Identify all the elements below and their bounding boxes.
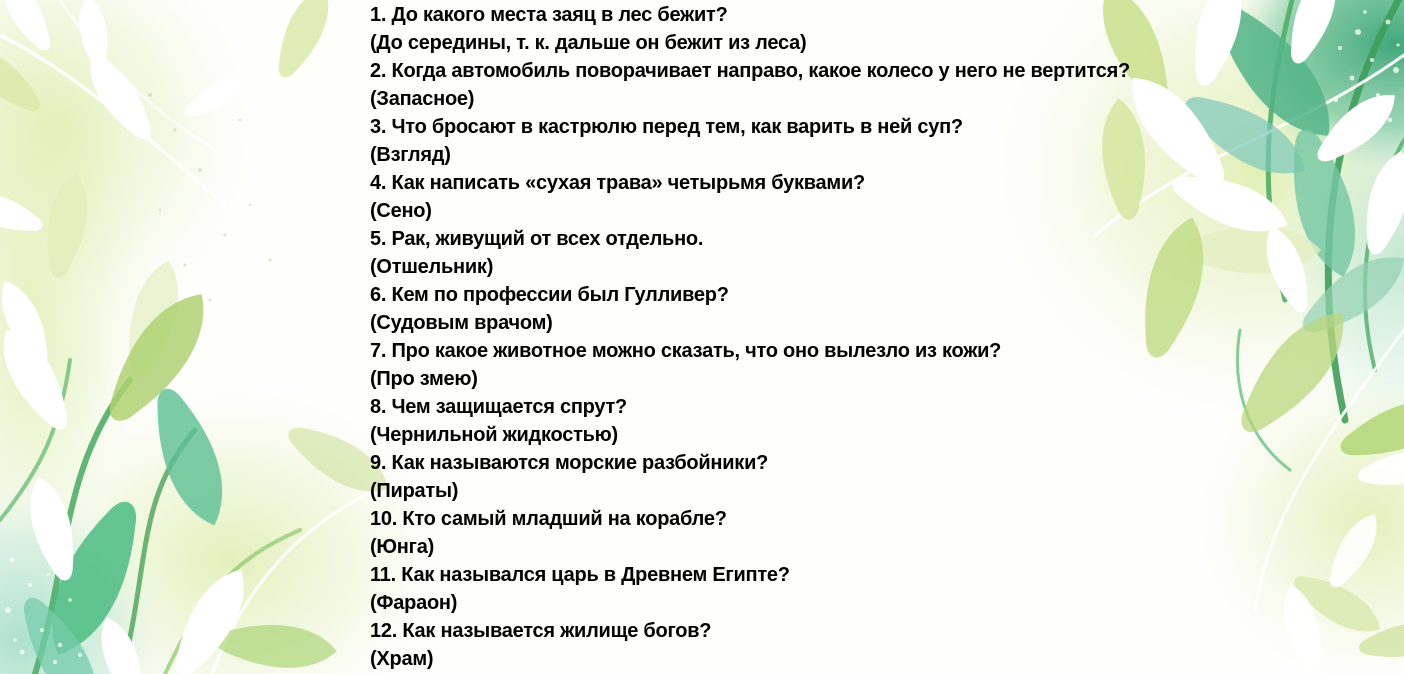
quiz-answer-line: (Сено) bbox=[370, 200, 432, 222]
quiz-answer-line: (Чернильной жидкостью) bbox=[370, 424, 618, 446]
quiz-answer-line: (Запасное) bbox=[370, 88, 475, 110]
quiz-answer-line: (Отшельник) bbox=[370, 256, 494, 278]
quiz-question-line: 6. Кем по профессии был Гулливер? bbox=[370, 284, 729, 306]
quiz-list bbox=[370, 1, 1130, 673]
quiz-question-line: 11. Как назывался царь в Древнем Египте? bbox=[370, 564, 790, 586]
quiz-answer-line: (Юнга) bbox=[370, 536, 434, 558]
quiz-question-line: 9. Как называются морские разбойники? bbox=[370, 452, 769, 474]
quiz-answer-line: (Судовым врачом) bbox=[370, 312, 553, 334]
quiz-answer-line: (Фараон) bbox=[370, 592, 458, 614]
quiz-question-line: 5. Рак, живущий от всех отдельно. bbox=[370, 228, 704, 250]
quiz-question-line: 7. Про какое животное можно сказать, что оно вылезло из кожи? bbox=[370, 340, 1002, 362]
quiz-answer-line: (Про змею) bbox=[370, 368, 478, 390]
quiz-question-line: 10. Кто самый младший на корабле? bbox=[370, 508, 727, 530]
quiz-question-line: 2. Когда автомобиль поворачивает направо, какое колесо у него не вертится? bbox=[370, 60, 1130, 82]
quiz-question-line: 12. Как называется жилище богов? bbox=[370, 620, 712, 642]
quiz-question-line: 8. Чем защищается спрут? bbox=[370, 396, 627, 418]
quiz-question-line: 1. До какого места заяц в лес бежит? bbox=[370, 4, 728, 26]
quiz-question-line: 3. Что бросают в кастрюлю перед тем, как варить в ней суп? bbox=[370, 116, 963, 138]
quiz-question-line: 4. Как написать «сухая трава» четырьмя буквами? bbox=[370, 172, 865, 194]
quiz-answer-line: (До середины, т. к. дальше он бежит из леса) bbox=[370, 32, 807, 54]
quiz-answer-line: (Храм) bbox=[370, 648, 434, 670]
quiz-answer-line: (Пираты) bbox=[370, 480, 459, 502]
quiz-answer-line: (Взгляд) bbox=[370, 144, 451, 166]
